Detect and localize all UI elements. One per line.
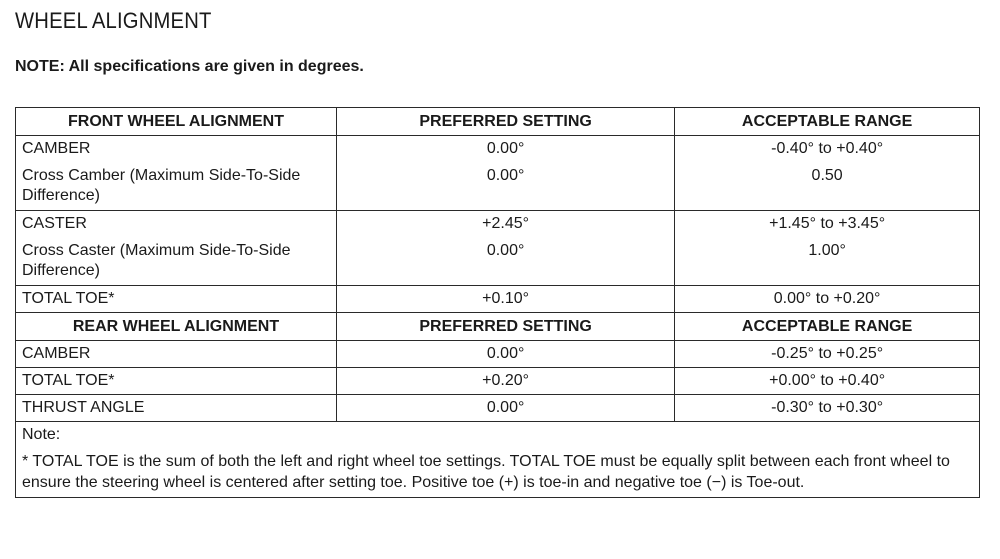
- row-preferred: 0.00°: [336, 341, 674, 368]
- table-row: [16, 395, 980, 422]
- row-label: Cross Camber (Maximum Side-To-Side Difference): [16, 162, 337, 211]
- rear-header-range: ACCEPTABLE RANGE: [675, 313, 980, 341]
- degrees-note: NOTE: All specifications are given in degrees.: [15, 58, 364, 75]
- page-title: WHEEL ALIGNMENT: [15, 8, 212, 33]
- rear-header-row: [16, 313, 980, 341]
- footnote-heading: Note:: [22, 426, 61, 443]
- footnote-text: * TOTAL TOE is the sum of both the left and right wheel toe settings. TOTAL TOE must be equally split between each front wheel to ensure the steering wheel is centered after setting toe. Positive toe (+) is toe-in and negative toe (−) is Toe-out.: [22, 453, 950, 491]
- footnote-cell: [16, 422, 980, 498]
- row-range: -0.40° to +0.40°: [675, 136, 980, 163]
- table-row: [16, 162, 980, 211]
- row-range: +1.45° to +3.45°: [675, 211, 980, 238]
- table-row: [16, 341, 980, 368]
- front-header-label: FRONT WHEEL ALIGNMENT: [16, 108, 337, 136]
- front-header-range: ACCEPTABLE RANGE: [675, 108, 980, 136]
- row-label: Cross Caster (Maximum Side-To-Side Difference): [16, 237, 337, 286]
- row-range: -0.30° to +0.30°: [675, 395, 980, 422]
- row-preferred: 0.00°: [336, 237, 674, 286]
- table-row: [16, 237, 980, 286]
- row-preferred: +2.45°: [336, 211, 674, 238]
- footnote-row: [16, 422, 980, 498]
- row-range: 0.50: [675, 162, 980, 211]
- row-label: TOTAL TOE*: [16, 368, 337, 395]
- rear-header-preferred: PREFERRED SETTING: [336, 313, 674, 341]
- table-row: [16, 136, 980, 163]
- front-header-row: [16, 108, 980, 136]
- row-range: -0.25° to +0.25°: [675, 341, 980, 368]
- row-label: THRUST ANGLE: [16, 395, 337, 422]
- row-preferred: +0.20°: [336, 368, 674, 395]
- row-range: 0.00° to +0.20°: [675, 286, 980, 313]
- row-label: CAMBER: [16, 341, 337, 368]
- rear-header-label: REAR WHEEL ALIGNMENT: [16, 313, 337, 341]
- row-preferred: 0.00°: [336, 136, 674, 163]
- row-preferred: +0.10°: [336, 286, 674, 313]
- row-label: TOTAL TOE*: [16, 286, 337, 313]
- row-preferred: 0.00°: [336, 162, 674, 211]
- row-label: CAMBER: [16, 136, 337, 163]
- row-label: CASTER: [16, 211, 337, 238]
- table-row: [16, 211, 980, 238]
- row-preferred: 0.00°: [336, 395, 674, 422]
- row-range: +0.00° to +0.40°: [675, 368, 980, 395]
- alignment-spec-table: [15, 107, 980, 498]
- table-row: [16, 368, 980, 395]
- row-range: 1.00°: [675, 237, 980, 286]
- table-row: [16, 286, 980, 313]
- front-header-preferred: PREFERRED SETTING: [336, 108, 674, 136]
